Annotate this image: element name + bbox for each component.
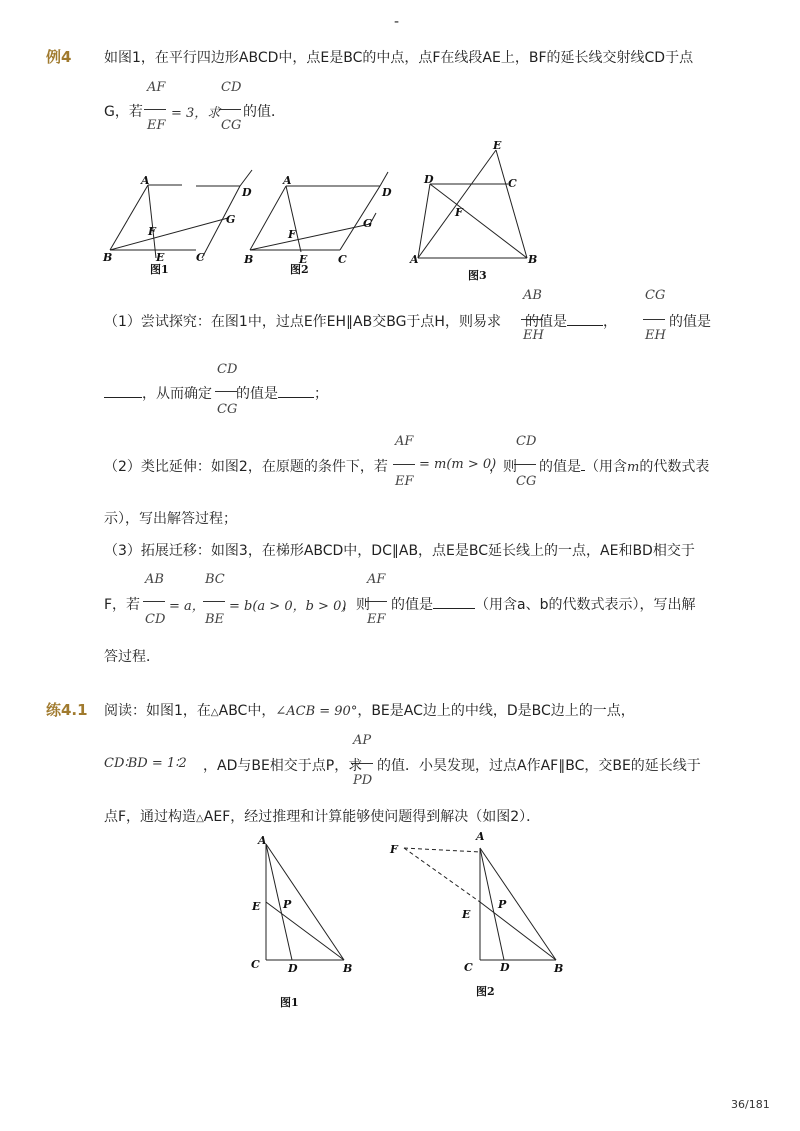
fraction-denominator: PD <box>353 773 373 788</box>
fraction-numerator: BC <box>205 572 225 587</box>
fig2-label-b: B <box>244 253 254 266</box>
fraction-denominator: BE <box>205 612 225 627</box>
fig41a-label-e: E <box>252 900 261 913</box>
fraction-numerator: CD <box>217 362 238 377</box>
fig3-label-f: F <box>455 206 463 219</box>
ex4-q1-line2 <box>104 383 328 403</box>
ex41-text-a: 阅读：如图1，在 <box>104 703 211 719</box>
q1-text-f: 的值是 <box>236 386 278 402</box>
ex4-q1-line1 <box>104 311 617 331</box>
fig1-label-e: E <box>156 251 165 264</box>
q2-math-m: m <box>627 460 640 475</box>
ex41-line3 <box>104 806 540 826</box>
fraction-denominator: EF <box>147 118 166 133</box>
fig41b-label-b: B <box>554 962 564 975</box>
ex41-math-b: CD∶BD = 1∶2 <box>104 756 187 771</box>
ex4-line2a: G，若 <box>104 104 143 120</box>
q3-math-a: = a， <box>169 599 205 614</box>
fig41a-label-b: B <box>343 962 353 975</box>
ex4-line2c: 的值． <box>243 104 285 120</box>
fig41b-label-e: E <box>462 908 471 921</box>
fig2-label-e: E <box>299 253 308 266</box>
q1-text-b: 的值是 <box>524 314 567 330</box>
fraction-numerator: AB <box>523 288 542 303</box>
fig41a-label-a: A <box>258 834 267 847</box>
answer-blank[interactable] <box>433 608 475 609</box>
fig41b-label-d: D <box>500 961 510 974</box>
example-label <box>46 46 71 67</box>
fraction-numerator: AB <box>145 572 164 587</box>
fraction-cd-cg <box>219 80 245 136</box>
fraction-numerator: CD <box>221 80 242 95</box>
fig2-caption: 图2 <box>290 263 309 276</box>
fraction-cd-cg-3 <box>514 434 540 490</box>
fraction-bar <box>203 601 225 602</box>
ex4-q2-line1-tail <box>539 456 709 476</box>
answer-blank[interactable] <box>567 325 603 326</box>
fraction-denominator: EH <box>523 328 544 343</box>
ex41-line1 <box>104 700 635 720</box>
q2-text-e: 的代数式表 <box>639 459 710 475</box>
fraction-af-ef <box>144 80 170 136</box>
fraction-denominator: EF <box>367 612 386 627</box>
fig1-label-a: A <box>141 174 150 187</box>
q2-text-c: 的值是 <box>539 459 581 475</box>
fraction-bar <box>514 464 536 465</box>
fig41b-caption: 图2 <box>476 985 495 998</box>
example-label-text: 例4 <box>46 48 72 66</box>
answer-blank[interactable] <box>104 397 142 398</box>
q3-text-c: ，则 <box>342 597 370 613</box>
fig1-label-f: F <box>148 225 156 238</box>
fig1-caption: 图1 <box>150 263 169 276</box>
fig41b-label-f: F <box>390 843 398 856</box>
fig1-label-d: D <box>242 186 252 199</box>
page-number: 36/181 <box>731 1098 770 1111</box>
triangle-symbol: △ <box>196 813 204 824</box>
q3-text-e: （用含a、b的代数式表示），写出解 <box>475 597 696 613</box>
fraction-ab-cd <box>143 572 169 628</box>
q2-text-b: ，则 <box>489 459 517 475</box>
ex41-text-d: ，AD与BE相交于点P，求 <box>203 758 363 774</box>
fig41a-label-c: C <box>251 958 260 971</box>
fig41b-label-a: A <box>476 830 485 843</box>
fig41b-label-c: C <box>464 961 473 974</box>
fig2-label-d: D <box>382 186 392 199</box>
fraction-numerator: AF <box>147 80 166 95</box>
fraction-denominator: CG <box>221 118 242 133</box>
ex41-text-c: ，BE是AC边上的中线，D是BC边上的一点， <box>357 703 635 719</box>
fraction-bar <box>219 109 241 110</box>
fig2-label-c: C <box>338 253 347 266</box>
fig1-label-g: G <box>226 213 236 226</box>
ex4-line1: 如图1，在平行四边形ABCD中，点E是BC的中点，点F在线段AE上，BF的延长线交射线CD于点 <box>104 50 694 66</box>
q2-text-f: 示），写出解答过程； <box>104 511 237 527</box>
fraction-denominator: CD <box>145 612 166 627</box>
ex4-q3-line2-tail <box>391 594 695 614</box>
fraction-numerator: AP <box>353 733 372 748</box>
fraction-bc-be <box>203 572 229 628</box>
ex4-line2b: = 3，求 <box>171 106 221 121</box>
fraction-af-ef-2 <box>393 434 419 490</box>
q3-math-b: = b(a > 0，b > 0) <box>229 599 347 614</box>
q2-math-a: = m(m > 0) <box>419 457 497 472</box>
fraction-bar <box>393 464 415 465</box>
exercise-label <box>46 699 88 720</box>
fig2-label-f: F <box>288 228 296 241</box>
fraction-numerator: AF <box>367 572 386 587</box>
q1-text-c: ， <box>602 314 617 330</box>
fraction-numerator: AF <box>395 434 414 449</box>
fig41a-caption: 图1 <box>280 996 299 1009</box>
q3-text-a: （3）拓展迁移：如图3，在梯形ABCD中，DC∥AB，点E是BC延长线上的一点，AE和BD相交于 <box>104 543 695 559</box>
fig3-label-b: B <box>528 253 538 266</box>
ex41-text-b: ABC中， <box>218 703 276 719</box>
header-mark: - <box>394 14 400 30</box>
ex41-text-e: 的值．小昊发现，过点A作AF∥BC，交BE的延长线于 <box>377 758 701 774</box>
fig41b-label-p: P <box>498 898 507 911</box>
fraction-cg-eh <box>643 288 669 344</box>
fig3-label-a: A <box>410 253 419 266</box>
q2-text-d: （用含 <box>585 459 627 475</box>
fraction-denominator: EF <box>395 474 414 489</box>
fraction-bar <box>144 109 166 110</box>
fig3-label-c: C <box>508 177 517 190</box>
fig41a-label-p: P <box>283 898 292 911</box>
fraction-denominator: CG <box>516 474 537 489</box>
ex41-text-f: 点F，通过构造 <box>104 809 197 825</box>
q1-text-d: 的值是 <box>669 314 711 330</box>
ex41-text-g: AEF，经过推理和计算能够使问题得到解决（如图2）． <box>203 809 541 825</box>
fraction-denominator: CG <box>217 402 238 417</box>
fig3-label-d: D <box>424 173 434 186</box>
fraction-numerator: CG <box>645 288 666 303</box>
fig41a-label-d: D <box>288 962 298 975</box>
q3-text-d: 的值是 <box>391 597 433 613</box>
q3-text-b: F，若 <box>104 597 141 613</box>
ex41-math-a: ∠ACB = 90° <box>275 704 358 719</box>
fraction-numerator: CD <box>516 434 537 449</box>
fraction-bar <box>643 319 665 320</box>
parallelogram-figures <box>100 140 560 290</box>
q2-text-a: （2）类比延伸：如图2，在原题的条件下，若 <box>104 459 388 475</box>
q1-text-a: （1）尝试探究：在图1中，过点E作EH∥AB交BG于点H，则易求 <box>104 314 501 330</box>
answer-blank[interactable] <box>278 397 314 398</box>
fig2-label-a: A <box>283 174 292 187</box>
fig1-label-c: C <box>196 251 205 264</box>
q1-text-e: ，从而确定 <box>142 386 212 402</box>
fig3-caption: 图3 <box>468 269 487 282</box>
fig3-label-e: E <box>493 140 502 152</box>
q3-text-f: 答过程． <box>104 649 160 665</box>
right-triangle-figures <box>240 826 580 1016</box>
fraction-denominator: EH <box>645 328 666 343</box>
triangle-symbol: △ <box>210 707 219 718</box>
fig2-label-g: G <box>363 217 373 230</box>
q1-text-g: ； <box>314 386 328 402</box>
exercise-label-text: 练4.1 <box>46 701 88 719</box>
fraction-bar <box>143 601 165 602</box>
fig1-label-b: B <box>103 251 113 264</box>
